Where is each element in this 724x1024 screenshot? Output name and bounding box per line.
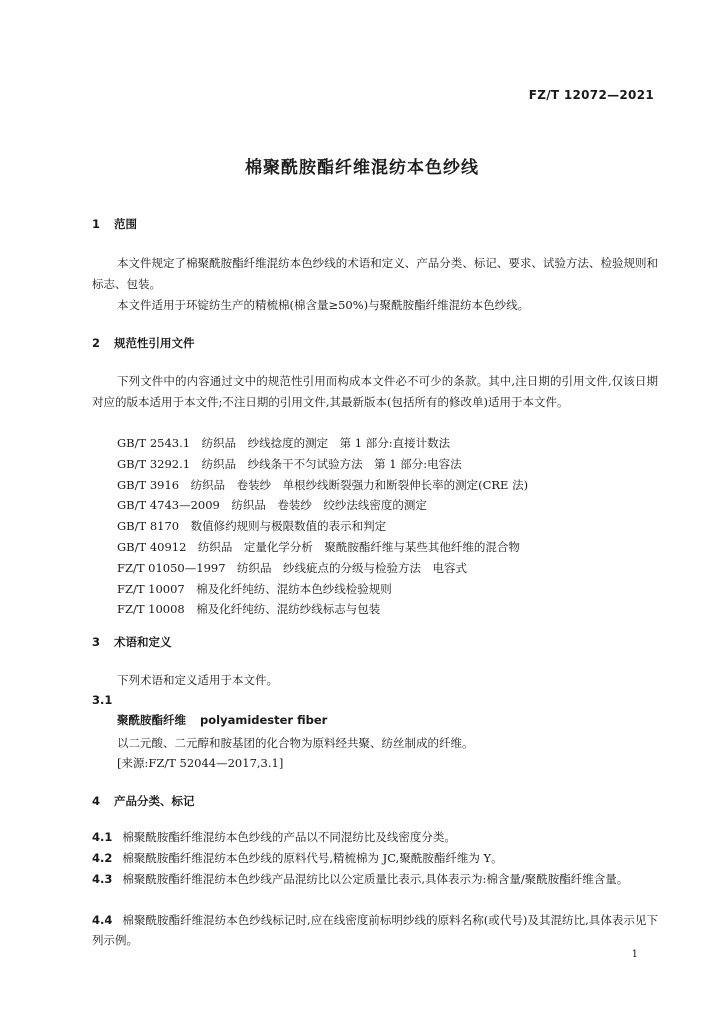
reference-item: GB/T 4743—2009 纺织品 卷装纱 绞纱法线密度的测定 [117, 498, 427, 513]
standard-code: FZ/T 12072—2021 [528, 88, 654, 102]
clause-4-2 [92, 848, 658, 868]
term-name-en: polyamidester fiber [200, 713, 328, 727]
term-name-zh: 聚酰胺酯纤维 [117, 713, 186, 727]
reference-item: GB/T 2543.1 纺织品 纱线捻度的测定 第 1 部分:直接计数法 [117, 436, 451, 450]
section-number: 1 [92, 217, 101, 231]
clause-4-1 [92, 827, 658, 847]
clause-text: 棉聚酰胺酯纤维混纺本色纱线的原料代号,精梳棉为 JC,聚酰胺酯纤维为 Y。 [122, 851, 503, 865]
clause-number: 4.3 [92, 872, 113, 886]
clause-number: 4.1 [92, 830, 113, 844]
scope-paragraph-1: 本文件规定了棉聚酰胺酯纤维混纺本色纱线的术语和定义、产品分类、标记、要求、试验方法、检验规则和标志、包装。 [92, 256, 658, 291]
normative-references-intro: 下列文件中的内容通过文中的规范性引用而构成本文件必不可少的条款。其中,注日期的引用文件,仅该日期对应的版本适用于本文件;不注日期的引用文件,其最新版本(包括所有的修改单)适用于本文件。 [92, 374, 658, 409]
section-title: 范围 [114, 217, 137, 231]
section-number: 2 [92, 336, 101, 350]
clause-number: 4.4 [92, 913, 113, 927]
clause-number: 4.2 [92, 851, 113, 865]
reference-item: GB/T 40912 纺织品 定量化学分析 聚酰胺酯纤维与某些其他纤维的混合物 [117, 539, 520, 554]
section-title: 规范性引用文件 [114, 336, 195, 350]
clause-text: 棉聚酰胺酯纤维混纺本色纱线产品混纺比以公定质量比表示,具体表示为:棉含量/聚酰胺酯纤维含量。 [122, 872, 629, 886]
term-source: [来源:FZ/T 52044—2017,3.1] [117, 756, 284, 770]
scope-paragraph-2: 本文件适用于环锭纺生产的精梳棉(棉含量≥50%)与聚酰胺酯纤维混纺本色纱线。 [117, 298, 530, 312]
reference-item: GB/T 8170 数值修约规则与极限数值的表示和判定 [117, 519, 387, 534]
clause-text: 棉聚酰胺酯纤维混纺本色纱线的产品以不同混纺比及线密度分类。 [122, 830, 456, 844]
clause-4-4 [92, 910, 658, 950]
section-2-heading [92, 335, 195, 351]
term-name [117, 712, 327, 728]
terms-intro: 下列术语和定义适用于本文件。 [117, 673, 278, 687]
reference-list [117, 433, 528, 620]
page-number: 1 [631, 949, 638, 960]
section-title: 产品分类、标记 [114, 794, 195, 808]
clause-text: 棉聚酰胺酯纤维混纺本色纱线标记时,应在线密度前标明纱线的原料名称(或代号)及其混纺比,具体表示见下列示例。 [92, 913, 658, 947]
reference-item: FZ/T 10007 棉及化纤纯纺、混纺本色纱线检验规则 [117, 581, 392, 596]
section-3-heading [92, 634, 172, 650]
section-4-heading [92, 793, 195, 809]
reference-item: GB/T 3292.1 纺织品 纱线条干不匀试验方法 第 1 部分:电容法 [117, 456, 462, 471]
term-number: 3.1 [92, 693, 113, 707]
section-number: 3 [92, 635, 101, 649]
reference-item: GB/T 3916 纺织品 卷装纱 单根纱线断裂强力和断裂伸长率的测定(CRE 法) [117, 477, 529, 492]
document-title: 棉聚酰胺酯纤维混纺本色纱线 [245, 158, 479, 178]
reference-item: FZ/T 01050—1997 纺织品 纱线疵点的分级与检验方法 电容式 [117, 560, 468, 575]
section-title: 术语和定义 [114, 635, 172, 649]
reference-item: FZ/T 10008 棉及化纤纯纺、混纺纱线标志与包装 [117, 602, 381, 617]
section-1-heading [92, 216, 137, 232]
clause-4-3 [92, 869, 658, 889]
term-definition: 以二元酸、二元醇和胺基团的化合物为原料经共聚、纺丝制成的纤维。 [117, 736, 474, 750]
section-number: 4 [92, 794, 101, 808]
